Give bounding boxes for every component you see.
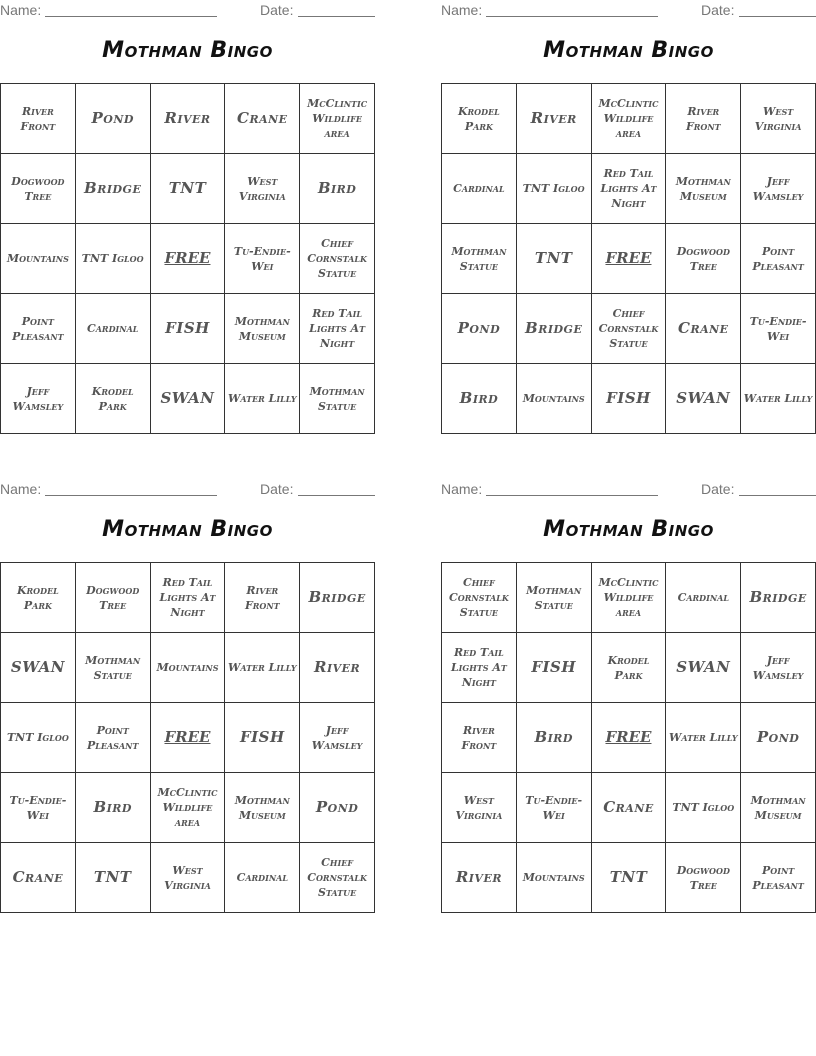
bingo-cell[interactable]: Mothman Statue bbox=[76, 633, 151, 703]
bingo-cell[interactable]: Bridge bbox=[76, 154, 151, 224]
bingo-cell[interactable]: Water Lilly bbox=[225, 364, 300, 434]
bingo-cell[interactable]: West Virginia bbox=[151, 843, 226, 913]
free-space[interactable]: FREE bbox=[592, 703, 667, 773]
date-field[interactable] bbox=[739, 495, 816, 496]
bingo-cell[interactable]: West Virginia bbox=[442, 773, 517, 843]
bingo-cell[interactable]: Mountains bbox=[517, 843, 592, 913]
bingo-cell[interactable]: Chief Cornstalk Statue bbox=[442, 563, 517, 633]
bingo-cell[interactable]: TNT bbox=[517, 224, 592, 294]
bingo-cell[interactable]: TNT Igloo bbox=[517, 154, 592, 224]
bingo-cell[interactable]: Water Lilly bbox=[741, 364, 816, 434]
bingo-cell[interactable]: Chief Cornstalk Statue bbox=[300, 843, 375, 913]
bingo-cell[interactable]: Mothman Statue bbox=[442, 224, 517, 294]
bingo-cell[interactable]: Bird bbox=[442, 364, 517, 434]
bingo-cell[interactable]: Crane bbox=[1, 843, 76, 913]
bingo-cell[interactable]: Krodel Park bbox=[442, 84, 517, 154]
card-header bbox=[0, 0, 375, 20]
bingo-cell[interactable]: TNT bbox=[592, 843, 667, 913]
date-field[interactable] bbox=[298, 495, 375, 496]
date-label: Date: bbox=[260, 481, 294, 497]
bingo-cell[interactable]: Krodel Park bbox=[592, 633, 667, 703]
name-label: Name: bbox=[441, 481, 483, 497]
bingo-cell[interactable]: Tu-Endie-Wei bbox=[1, 773, 76, 843]
bingo-cell[interactable]: Jeff Wamsley bbox=[741, 154, 816, 224]
bingo-cell[interactable]: Mountains bbox=[517, 364, 592, 434]
bingo-cell[interactable]: Bridge bbox=[300, 563, 375, 633]
bingo-cell[interactable]: River bbox=[300, 633, 375, 703]
bingo-cell[interactable]: Crane bbox=[666, 294, 741, 364]
bingo-cell[interactable]: McClintic Wildlife area bbox=[300, 84, 375, 154]
bingo-cell[interactable]: Dogwood Tree bbox=[666, 224, 741, 294]
bingo-cell[interactable]: Crane bbox=[592, 773, 667, 843]
date-label: Date: bbox=[260, 2, 294, 18]
bingo-cell[interactable]: SWAN bbox=[1, 633, 76, 703]
bingo-cell[interactable]: SWAN bbox=[666, 633, 741, 703]
bingo-cell[interactable]: Red Tail Lights At Night bbox=[300, 294, 375, 364]
bingo-cell[interactable]: Red Tail Lights At Night bbox=[592, 154, 667, 224]
bingo-cell[interactable]: West Virginia bbox=[225, 154, 300, 224]
bingo-cell[interactable]: River Front bbox=[225, 563, 300, 633]
bingo-cell[interactable]: Point Pleasant bbox=[741, 843, 816, 913]
free-space[interactable]: FREE bbox=[592, 224, 667, 294]
bingo-cell[interactable]: Tu-Endie-Wei bbox=[225, 224, 300, 294]
date-label: Date: bbox=[701, 2, 735, 18]
bingo-cell[interactable]: Krodel Park bbox=[1, 563, 76, 633]
bingo-cell[interactable]: Chief Cornstalk Statue bbox=[592, 294, 667, 364]
name-label: Name: bbox=[0, 481, 42, 497]
card-header bbox=[0, 479, 375, 499]
bingo-cell[interactable]: Pond bbox=[76, 84, 151, 154]
bingo-cell[interactable]: Dogwood Tree bbox=[1, 154, 76, 224]
date-field[interactable] bbox=[298, 16, 375, 17]
bingo-cell[interactable]: Tu-Endie-Wei bbox=[517, 773, 592, 843]
name-field[interactable] bbox=[486, 16, 658, 17]
bingo-cell[interactable]: Mothman Museum bbox=[225, 294, 300, 364]
bingo-grid bbox=[441, 83, 816, 434]
bingo-cell[interactable]: Cardinal bbox=[76, 294, 151, 364]
bingo-cell[interactable]: Bridge bbox=[741, 563, 816, 633]
bingo-cell[interactable]: Crane bbox=[225, 84, 300, 154]
card-title: Mothman Bingo bbox=[543, 517, 714, 542]
name-label: Name: bbox=[0, 2, 42, 18]
bingo-cell[interactable]: McClintic Wildlife area bbox=[592, 84, 667, 154]
free-space[interactable]: FREE bbox=[151, 703, 226, 773]
bingo-cell[interactable]: Mountains bbox=[151, 633, 226, 703]
bingo-cell[interactable]: Red Tail Lights At Night bbox=[442, 633, 517, 703]
bingo-cell[interactable]: West Virginia bbox=[741, 84, 816, 154]
bingo-cell[interactable]: Mothman Museum bbox=[225, 773, 300, 843]
bingo-cell[interactable]: TNT bbox=[151, 154, 226, 224]
bingo-cell[interactable]: Water Lilly bbox=[225, 633, 300, 703]
bingo-cell[interactable]: River bbox=[442, 843, 517, 913]
bingo-cell[interactable]: Jeff Wamsley bbox=[741, 633, 816, 703]
bingo-cell[interactable]: River Front bbox=[442, 703, 517, 773]
bingo-cell[interactable]: Mothman Statue bbox=[300, 364, 375, 434]
bingo-cell[interactable]: TNT Igloo bbox=[1, 703, 76, 773]
bingo-cell[interactable]: Tu-Endie-Wei bbox=[741, 294, 816, 364]
bingo-cell[interactable]: SWAN bbox=[666, 364, 741, 434]
bingo-cell[interactable]: Cardinal bbox=[666, 563, 741, 633]
date-field[interactable] bbox=[739, 16, 816, 17]
bingo-cell[interactable]: Bridge bbox=[517, 294, 592, 364]
bingo-cell[interactable]: Mothman Statue bbox=[517, 563, 592, 633]
bingo-cell[interactable]: Mothman Museum bbox=[666, 154, 741, 224]
bingo-cell[interactable]: Bird bbox=[517, 703, 592, 773]
bingo-cell[interactable]: Cardinal bbox=[225, 843, 300, 913]
bingo-grid bbox=[441, 562, 816, 913]
bingo-cell[interactable]: River bbox=[151, 84, 226, 154]
bingo-cell[interactable]: Point Pleasant bbox=[76, 703, 151, 773]
bingo-cell[interactable]: Pond bbox=[442, 294, 517, 364]
bingo-cell[interactable]: River Front bbox=[666, 84, 741, 154]
card-header bbox=[441, 479, 816, 499]
bingo-cell[interactable]: TNT Igloo bbox=[76, 224, 151, 294]
bingo-cell[interactable]: McClintic Wildlife area bbox=[592, 563, 667, 633]
bingo-cell[interactable]: Krodel Park bbox=[76, 364, 151, 434]
bingo-cell[interactable]: Red Tail Lights At Night bbox=[151, 563, 226, 633]
bingo-cell[interactable]: Bird bbox=[76, 773, 151, 843]
bingo-cell[interactable]: Pond bbox=[300, 773, 375, 843]
bingo-cell[interactable]: Dogwood Tree bbox=[76, 563, 151, 633]
card-title: Mothman Bingo bbox=[102, 517, 273, 542]
card-title: Mothman Bingo bbox=[102, 38, 273, 63]
free-space[interactable]: FREE bbox=[151, 224, 226, 294]
bingo-cell[interactable]: River bbox=[517, 84, 592, 154]
bingo-cell[interactable]: Chief Cornstalk Statue bbox=[300, 224, 375, 294]
bingo-cell[interactable]: Jeff Wamsley bbox=[300, 703, 375, 773]
card-header bbox=[441, 0, 816, 20]
bingo-cell[interactable]: FISH bbox=[225, 703, 300, 773]
bingo-grid bbox=[0, 83, 375, 434]
bingo-cell[interactable]: TNT bbox=[76, 843, 151, 913]
name-field[interactable] bbox=[45, 16, 217, 17]
name-field[interactable] bbox=[486, 495, 658, 496]
bingo-cell[interactable]: TNT Igloo bbox=[666, 773, 741, 843]
bingo-cell[interactable]: Pond bbox=[741, 703, 816, 773]
bingo-cell[interactable]: FISH bbox=[592, 364, 667, 434]
bingo-cell[interactable]: FISH bbox=[151, 294, 226, 364]
bingo-cell[interactable]: Water Lilly bbox=[666, 703, 741, 773]
name-field[interactable] bbox=[45, 495, 217, 496]
bingo-cell[interactable]: Point Pleasant bbox=[741, 224, 816, 294]
date-label: Date: bbox=[701, 481, 735, 497]
bingo-grid bbox=[0, 562, 375, 913]
bingo-cell[interactable]: FISH bbox=[517, 633, 592, 703]
bingo-cell[interactable]: McClintic Wildlife area bbox=[151, 773, 226, 843]
bingo-cell[interactable]: Cardinal bbox=[442, 154, 517, 224]
bingo-cell[interactable]: Jeff Wamsley bbox=[1, 364, 76, 434]
name-label: Name: bbox=[441, 2, 483, 18]
bingo-cell[interactable]: SWAN bbox=[151, 364, 226, 434]
bingo-cell[interactable]: Bird bbox=[300, 154, 375, 224]
bingo-cell[interactable]: River Front bbox=[1, 84, 76, 154]
card-title: Mothman Bingo bbox=[543, 38, 714, 63]
bingo-cell[interactable]: Point Pleasant bbox=[1, 294, 76, 364]
bingo-cell[interactable]: Mothman Museum bbox=[741, 773, 816, 843]
bingo-cell[interactable]: Mountains bbox=[1, 224, 76, 294]
bingo-cell[interactable]: Dogwood Tree bbox=[666, 843, 741, 913]
